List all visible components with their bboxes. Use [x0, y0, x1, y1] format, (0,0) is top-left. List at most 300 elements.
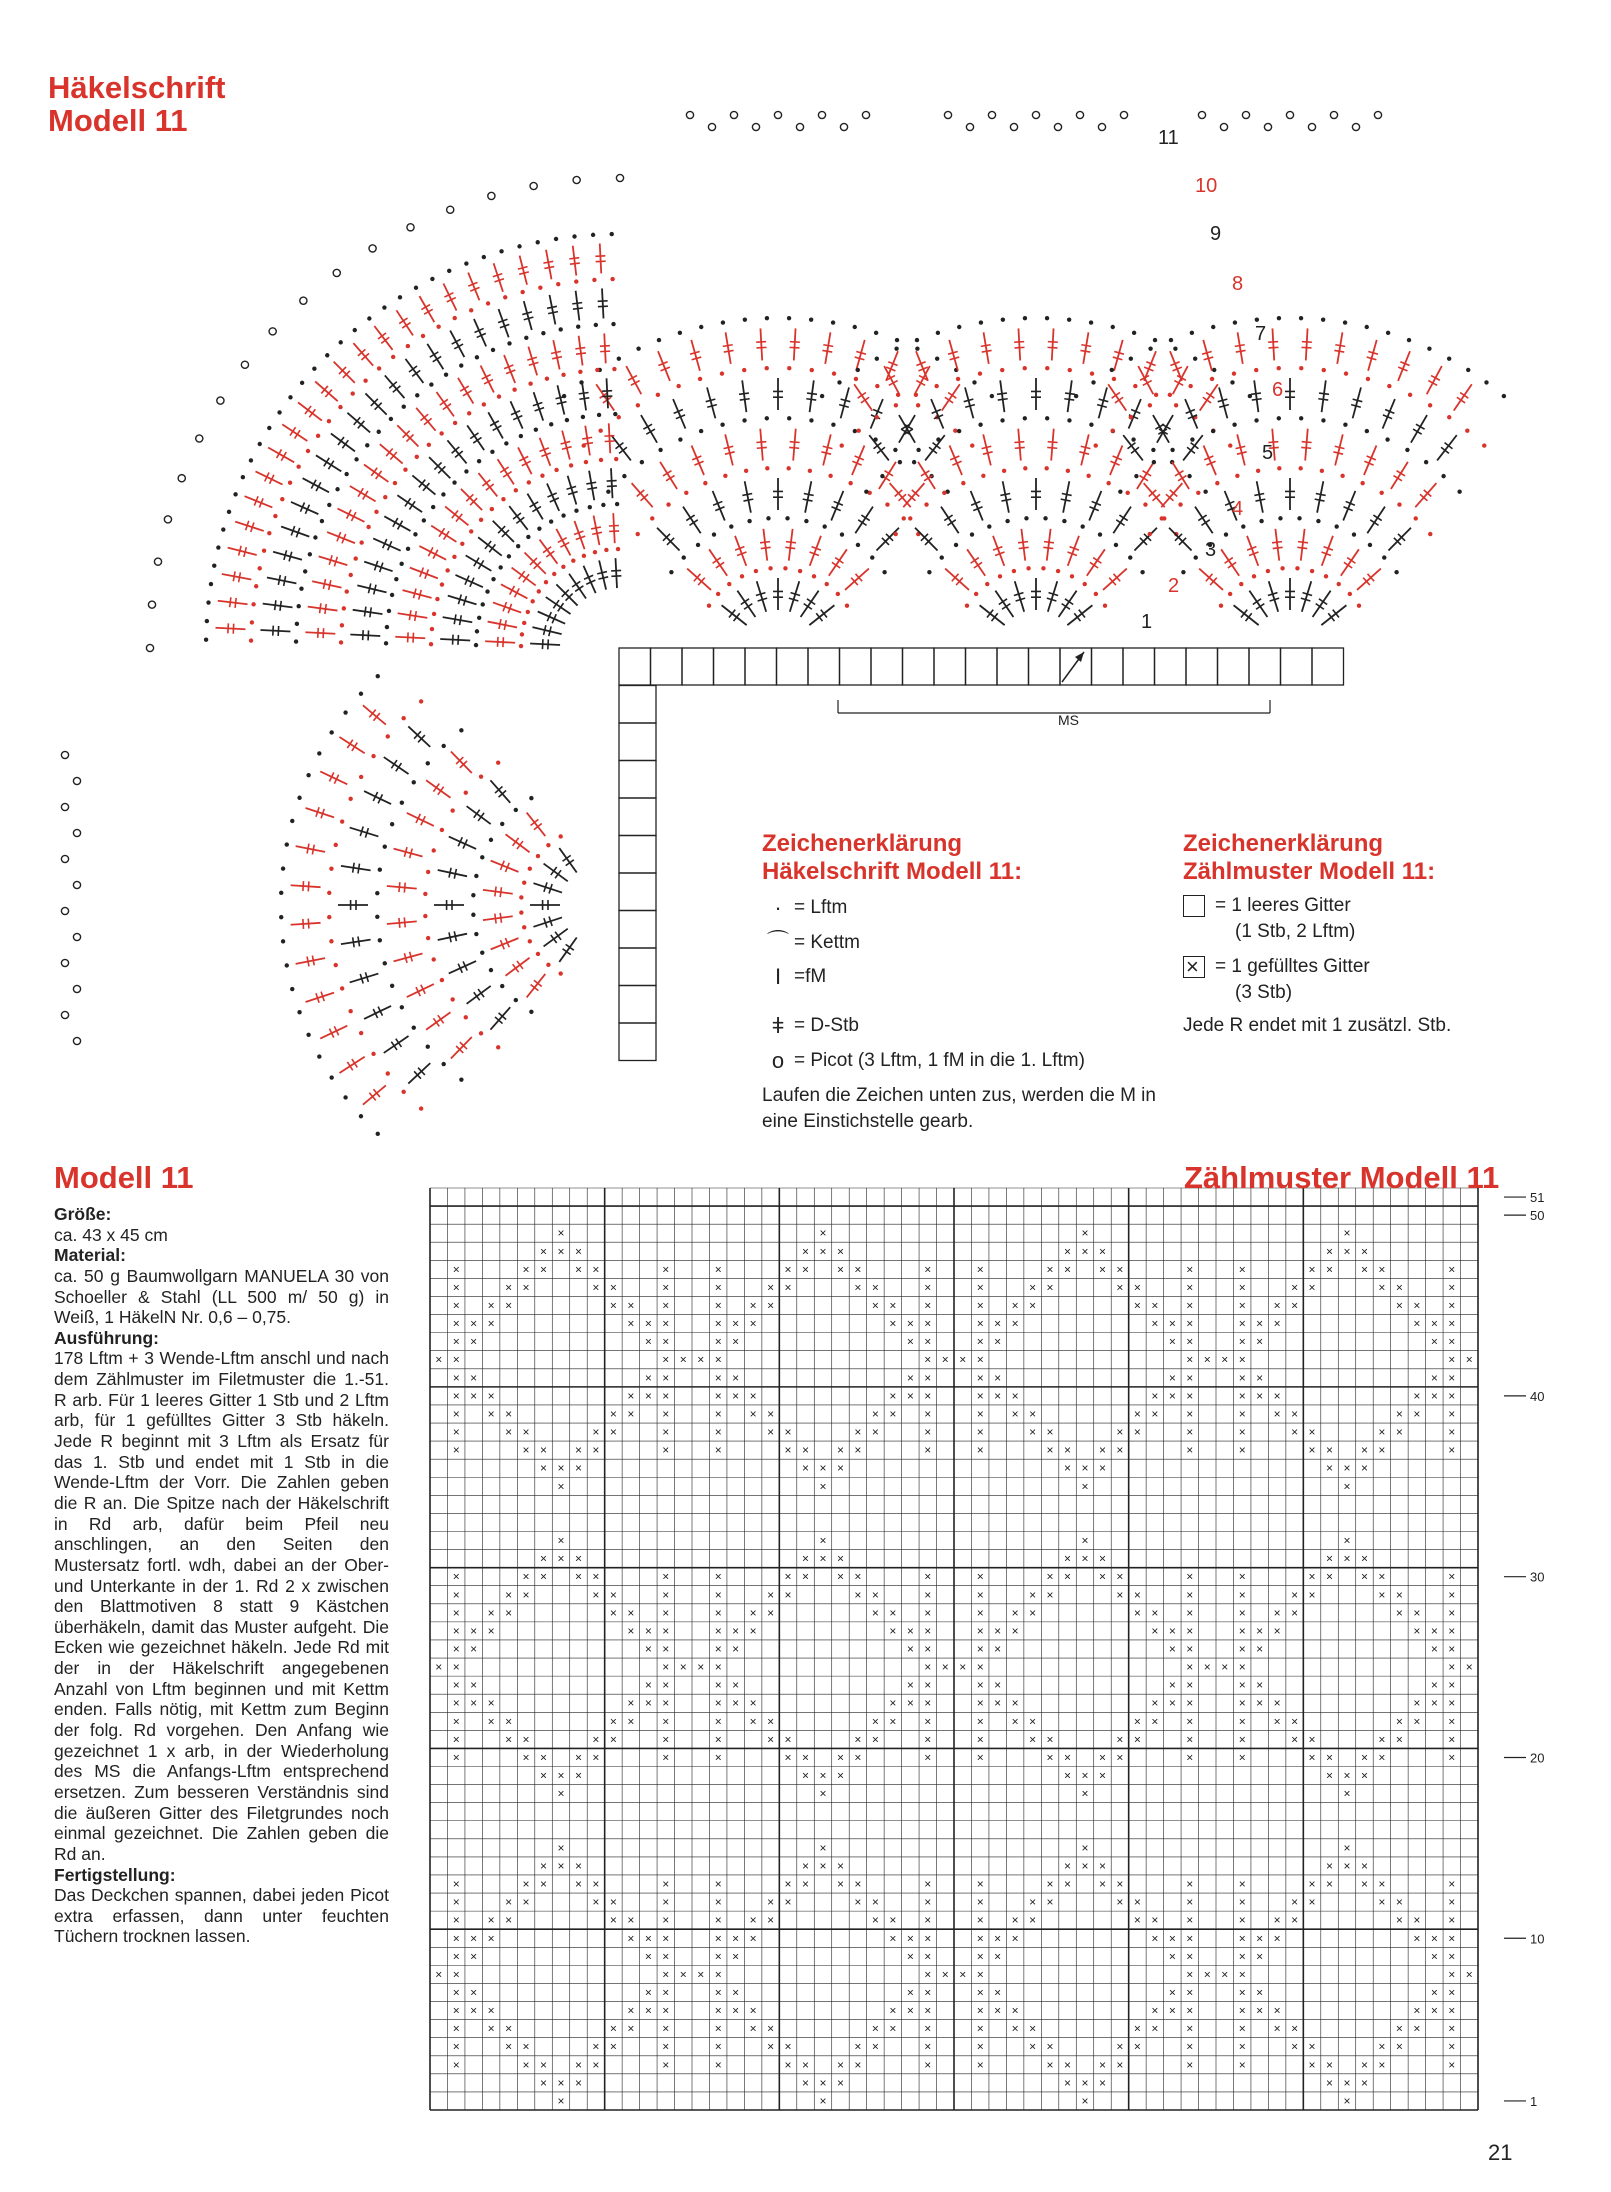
svg-text:×: ×	[976, 1370, 984, 1385]
svg-text:×: ×	[959, 1660, 967, 1675]
svg-text:×: ×	[505, 2021, 513, 2036]
svg-text:×: ×	[767, 1732, 775, 1747]
svg-text:×: ×	[976, 1316, 984, 1331]
svg-text:×: ×	[714, 1985, 722, 2000]
svg-text:×: ×	[1448, 2039, 1456, 2054]
svg-text:×: ×	[452, 1696, 460, 1711]
svg-text:×: ×	[784, 1262, 792, 1277]
svg-text:×: ×	[487, 1406, 495, 1421]
svg-text:×: ×	[452, 1732, 460, 1747]
svg-text:×: ×	[1395, 1280, 1403, 1295]
svg-text:×: ×	[1256, 1678, 1264, 1693]
svg-text:×: ×	[1448, 1262, 1456, 1277]
svg-text:×: ×	[1098, 1443, 1106, 1458]
svg-text:×: ×	[732, 1388, 740, 1403]
svg-text:×: ×	[784, 1877, 792, 1892]
svg-text:×: ×	[1448, 1569, 1456, 1584]
svg-text:×: ×	[487, 1714, 495, 1729]
svg-text:×: ×	[679, 1660, 687, 1675]
svg-text:×: ×	[819, 1244, 827, 1259]
svg-text:×: ×	[1238, 2057, 1246, 2072]
round-number: 7	[1255, 323, 1267, 345]
round-number: 5	[1262, 442, 1274, 464]
svg-text:×: ×	[1291, 1298, 1299, 1313]
svg-text:×: ×	[836, 1461, 844, 1476]
svg-text:×: ×	[1186, 1569, 1194, 1584]
svg-text:×: ×	[1011, 1605, 1019, 1620]
svg-text:×: ×	[1238, 1443, 1246, 1458]
svg-text:×: ×	[819, 1226, 827, 1241]
svg-text:×: ×	[924, 1660, 932, 1675]
svg-text:×: ×	[1238, 1949, 1246, 1964]
svg-text:×: ×	[1430, 1623, 1438, 1638]
legend-crochet-heading: Zeichenerklärung Häkelschrift Modell 11:	[762, 830, 1023, 886]
row-label: 10	[1530, 1931, 1545, 1947]
svg-text:×: ×	[1343, 2093, 1351, 2108]
svg-text:×: ×	[976, 1334, 984, 1349]
svg-text:×: ×	[976, 1623, 984, 1638]
svg-text:×: ×	[1011, 1696, 1019, 1711]
svg-text:×: ×	[871, 1895, 879, 1910]
svg-text:×: ×	[697, 1660, 705, 1675]
svg-text:×: ×	[1448, 1750, 1456, 1765]
svg-text:×: ×	[994, 1949, 1002, 1964]
svg-text:×: ×	[802, 1569, 810, 1584]
svg-text:×: ×	[1448, 2021, 1456, 2036]
svg-text:×: ×	[749, 1605, 757, 1620]
svg-text:×: ×	[976, 1352, 984, 1367]
svg-text:×: ×	[854, 1895, 862, 1910]
svg-text:×: ×	[452, 1660, 460, 1675]
svg-text:×: ×	[1395, 1714, 1403, 1729]
svg-text:×: ×	[1168, 2003, 1176, 2018]
svg-text:×: ×	[1238, 2021, 1246, 2036]
svg-text:×: ×	[452, 1949, 460, 1964]
svg-text:×: ×	[1186, 1443, 1194, 1458]
svg-text:×: ×	[1186, 1587, 1194, 1602]
svg-text:×: ×	[784, 2057, 792, 2072]
svg-text:×: ×	[1029, 1280, 1037, 1295]
legend-empty-mesh: = 1 leeres Gitter (1 Stb, 2 Lftm)	[1183, 893, 1503, 946]
svg-text:×: ×	[749, 1388, 757, 1403]
svg-text:×: ×	[540, 1443, 548, 1458]
svg-text:×: ×	[714, 1425, 722, 1440]
svg-text:×: ×	[871, 1714, 879, 1729]
svg-text:×: ×	[714, 1931, 722, 1946]
svg-text:×: ×	[1151, 1913, 1159, 1928]
svg-text:×: ×	[540, 1551, 548, 1566]
svg-text:×: ×	[505, 2039, 513, 2054]
svg-text:×: ×	[1011, 2003, 1019, 2018]
svg-text:×: ×	[1133, 1425, 1141, 1440]
svg-text:×: ×	[1238, 1931, 1246, 1946]
svg-text:×: ×	[662, 2057, 670, 2072]
svg-text:×: ×	[714, 1750, 722, 1765]
svg-text:×: ×	[644, 1370, 652, 1385]
svg-text:×: ×	[714, 1587, 722, 1602]
svg-text:×: ×	[802, 1551, 810, 1566]
svg-text:×: ×	[1098, 1569, 1106, 1584]
svg-text:×: ×	[1168, 1388, 1176, 1403]
svg-text:×: ×	[1448, 1732, 1456, 1747]
svg-text:×: ×	[1465, 1352, 1473, 1367]
svg-text:×: ×	[924, 1605, 932, 1620]
svg-text:×: ×	[1413, 1605, 1421, 1620]
svg-text:×: ×	[1238, 1895, 1246, 1910]
svg-text:×: ×	[505, 1406, 513, 1421]
svg-text:×: ×	[871, 1280, 879, 1295]
svg-text:×: ×	[574, 1768, 582, 1783]
svg-text:×: ×	[924, 2039, 932, 2054]
svg-text:×: ×	[1133, 2021, 1141, 2036]
svg-text:×: ×	[976, 1406, 984, 1421]
svg-text:×: ×	[732, 1949, 740, 1964]
svg-text:×: ×	[976, 1425, 984, 1440]
svg-text:×: ×	[1186, 1352, 1194, 1367]
svg-text:×: ×	[732, 1623, 740, 1638]
svg-text:×: ×	[1326, 1551, 1334, 1566]
svg-text:×: ×	[1203, 1352, 1211, 1367]
svg-text:×: ×	[1116, 1895, 1124, 1910]
svg-text:×: ×	[836, 2075, 844, 2090]
svg-text:×: ×	[452, 1714, 460, 1729]
svg-text:×: ×	[1343, 1244, 1351, 1259]
svg-text:×: ×	[1133, 1605, 1141, 1620]
svg-text:×: ×	[802, 1750, 810, 1765]
svg-text:×: ×	[1395, 2021, 1403, 2036]
svg-text:×: ×	[470, 1388, 478, 1403]
svg-text:×: ×	[662, 1696, 670, 1711]
model-heading: Modell 11	[54, 1160, 194, 1195]
svg-text:×: ×	[994, 1696, 1002, 1711]
svg-text:×: ×	[662, 1750, 670, 1765]
svg-text:×: ×	[924, 1623, 932, 1638]
svg-text:×: ×	[557, 1768, 565, 1783]
svg-text:×: ×	[644, 2003, 652, 2018]
svg-text:×: ×	[976, 1569, 984, 1584]
svg-text:×: ×	[452, 1262, 460, 1277]
svg-text:×: ×	[767, 1895, 775, 1910]
svg-text:×: ×	[644, 1316, 652, 1331]
svg-text:×: ×	[644, 1678, 652, 1693]
svg-text:×: ×	[1029, 1605, 1037, 1620]
svg-text:×: ×	[1395, 2039, 1403, 2054]
legend-count	[1183, 830, 1503, 1040]
svg-text:×: ×	[714, 1642, 722, 1656]
svg-text:×: ×	[959, 1352, 967, 1367]
svg-text:×: ×	[697, 1967, 705, 1982]
svg-text:×: ×	[452, 1877, 460, 1892]
svg-text:×: ×	[1186, 1750, 1194, 1765]
svg-text:×: ×	[906, 1388, 914, 1403]
svg-text:×: ×	[540, 1461, 548, 1476]
svg-text:×: ×	[452, 1443, 460, 1458]
svg-text:×: ×	[906, 1370, 914, 1385]
svg-text:×: ×	[662, 2021, 670, 2036]
svg-text:×: ×	[1308, 2057, 1316, 2072]
svg-text:×: ×	[924, 1587, 932, 1602]
svg-text:×: ×	[452, 1678, 460, 1693]
round-number: 3	[1205, 539, 1217, 561]
svg-text:×: ×	[1378, 2039, 1386, 2054]
svg-text:×: ×	[679, 1352, 687, 1367]
svg-text:×: ×	[854, 1443, 862, 1458]
svg-text:×: ×	[767, 1714, 775, 1729]
svg-text:×: ×	[1308, 1732, 1316, 1747]
svg-text:×: ×	[1186, 2039, 1194, 2054]
svg-text:×: ×	[1081, 1479, 1089, 1494]
svg-text:×: ×	[644, 1696, 652, 1711]
svg-text:×: ×	[540, 2075, 548, 2090]
svg-text:×: ×	[906, 1334, 914, 1349]
svg-text:×: ×	[470, 1334, 478, 1349]
svg-text:×: ×	[1116, 1877, 1124, 1892]
svg-text:×: ×	[1378, 2057, 1386, 2072]
svg-text:×: ×	[1221, 1660, 1229, 1675]
svg-text:×: ×	[452, 1605, 460, 1620]
svg-text:×: ×	[452, 1623, 460, 1638]
svg-text:×: ×	[1133, 1406, 1141, 1421]
svg-text:×: ×	[1448, 1714, 1456, 1729]
svg-text:×: ×	[784, 1895, 792, 1910]
svg-text:×: ×	[1360, 1768, 1368, 1783]
svg-text:×: ×	[1273, 1605, 1281, 1620]
svg-text:×: ×	[1168, 1370, 1176, 1385]
svg-text:×: ×	[1168, 1623, 1176, 1638]
svg-text:×: ×	[1291, 1587, 1299, 1602]
svg-text:×: ×	[1413, 1913, 1421, 1928]
svg-text:×: ×	[1238, 2003, 1246, 2018]
svg-text:×: ×	[487, 1388, 495, 1403]
svg-text:×: ×	[662, 1370, 670, 1385]
svg-text:×: ×	[1448, 1642, 1456, 1656]
svg-text:×: ×	[871, 1406, 879, 1421]
svg-text:×: ×	[1273, 1623, 1281, 1638]
svg-text:×: ×	[714, 2021, 722, 2036]
svg-text:×: ×	[1343, 2075, 1351, 2090]
svg-text:×: ×	[871, 1425, 879, 1440]
svg-text:×: ×	[540, 2057, 548, 2072]
svg-text:×: ×	[1203, 1967, 1211, 1982]
svg-text:×: ×	[854, 2057, 862, 2072]
svg-text:×: ×	[1448, 2057, 1456, 2072]
svg-text:×: ×	[470, 1623, 478, 1638]
svg-text:×: ×	[836, 1768, 844, 1783]
svg-text:×: ×	[1291, 1732, 1299, 1747]
svg-text:×: ×	[452, 2021, 460, 2036]
svg-text:×: ×	[557, 1461, 565, 1476]
svg-text:×: ×	[784, 1443, 792, 1458]
svg-text:×: ×	[609, 1605, 617, 1620]
svg-text:×: ×	[976, 1931, 984, 1946]
svg-text:×: ×	[1238, 1660, 1246, 1675]
svg-text:×: ×	[1098, 1768, 1106, 1783]
svg-text:×: ×	[1064, 1262, 1072, 1277]
svg-text:×: ×	[714, 1298, 722, 1313]
svg-text:×: ×	[906, 1985, 914, 2000]
svg-text:×: ×	[994, 1985, 1002, 2000]
svg-text:×: ×	[609, 1714, 617, 1729]
svg-text:×: ×	[452, 1967, 460, 1982]
svg-text:×: ×	[505, 1732, 513, 1747]
round-number: 9	[1210, 223, 1222, 245]
svg-text:×: ×	[1029, 1587, 1037, 1602]
svg-text:×: ×	[1291, 1605, 1299, 1620]
svg-text:×: ×	[662, 1967, 670, 1982]
svg-text:×: ×	[1081, 1551, 1089, 1566]
material-label: Material:	[54, 1245, 126, 1266]
svg-text:×: ×	[1186, 1605, 1194, 1620]
svg-text:×: ×	[1343, 1786, 1351, 1801]
svg-text:×: ×	[749, 1406, 757, 1421]
svg-text:×: ×	[1448, 1985, 1456, 2000]
svg-text:×: ×	[1186, 1316, 1194, 1331]
svg-text:×: ×	[1308, 1280, 1316, 1295]
svg-text:×: ×	[1186, 1262, 1194, 1277]
svg-text:×: ×	[1291, 2039, 1299, 2054]
svg-text:×: ×	[1238, 1750, 1246, 1765]
svg-text:×: ×	[836, 1750, 844, 1765]
svg-text:×: ×	[714, 1388, 722, 1403]
svg-text:×: ×	[1448, 1660, 1456, 1675]
svg-text:×: ×	[1064, 2075, 1072, 2090]
svg-text:×: ×	[1378, 1262, 1386, 1277]
svg-text:×: ×	[522, 2057, 530, 2072]
svg-text:×: ×	[1238, 1316, 1246, 1331]
svg-text:×: ×	[889, 1605, 897, 1620]
svg-text:×: ×	[749, 1696, 757, 1711]
svg-text:×: ×	[522, 2039, 530, 2054]
svg-text:×: ×	[941, 1660, 949, 1675]
svg-text:×: ×	[1203, 1660, 1211, 1675]
svg-text:×: ×	[749, 1316, 757, 1331]
svg-text:×: ×	[802, 1768, 810, 1783]
svg-text:×: ×	[1011, 1406, 1019, 1421]
svg-text:×: ×	[802, 1461, 810, 1476]
svg-text:×: ×	[889, 2003, 897, 2018]
svg-text:×: ×	[1238, 1569, 1246, 1584]
svg-text:×: ×	[819, 2093, 827, 2108]
svg-text:×: ×	[1238, 1334, 1246, 1349]
svg-text:×: ×	[1011, 1931, 1019, 1946]
finishing-text: Das Deckchen spannen, dabei jeden Picot extra erfassen, dann unter feuchten Tüchern trocknen lassen.	[54, 1885, 389, 1947]
svg-text:×: ×	[819, 1479, 827, 1494]
svg-text:×: ×	[784, 1569, 792, 1584]
svg-text:×: ×	[836, 2057, 844, 2072]
svg-text:×: ×	[1238, 1587, 1246, 1602]
svg-text:×: ×	[1029, 1714, 1037, 1729]
svg-text:×: ×	[662, 1895, 670, 1910]
svg-text:×: ×	[609, 1406, 617, 1421]
svg-text:×: ×	[574, 1750, 582, 1765]
svg-text:×: ×	[470, 1696, 478, 1711]
svg-text:×: ×	[1238, 1913, 1246, 1928]
svg-text:×: ×	[1029, 1298, 1037, 1313]
svg-text:×: ×	[1308, 1895, 1316, 1910]
svg-text:×: ×	[644, 1334, 652, 1349]
svg-text:×: ×	[662, 1316, 670, 1331]
svg-text:×: ×	[767, 1587, 775, 1602]
svg-text:×: ×	[802, 2075, 810, 2090]
svg-text:×: ×	[924, 2057, 932, 2072]
svg-text:×: ×	[1151, 1623, 1159, 1638]
svg-text:×: ×	[662, 1280, 670, 1295]
svg-text:×: ×	[1256, 1985, 1264, 2000]
svg-text:×: ×	[924, 2003, 932, 2018]
svg-text:×: ×	[976, 1262, 984, 1277]
svg-text:×: ×	[662, 1587, 670, 1602]
svg-text:×: ×	[889, 1931, 897, 1946]
svg-text:×: ×	[749, 2021, 757, 2036]
svg-text:×: ×	[871, 2039, 879, 2054]
svg-text:×: ×	[1133, 1298, 1141, 1313]
svg-text:×: ×	[452, 1280, 460, 1295]
svg-text:×: ×	[854, 2039, 862, 2054]
execution-text: 178 Lftm + 3 Wende-Lftm anschl und nach dem Zählmuster im Filetmuster die 1.-51. R arb. Für 1 leeres Gitter 1 Stb und 2 Lftm arb, für 1 gefülltes Gitter 3 Stb häkeln. Jede R beginnt mit 3 Lftm als Ersatz für das 1. Stb und endet mit 1 Stb in die Wende-Lftm der Vorr. Die Zahlen geben die R an. Die Spitze nach der Häkelschrift in Rd arb, dafür beim Pfeil neu anschlingen, an den Seiten den Mustersatz fortl. wdh, dabei an der Ober- und Unterkante in der 1. Rd 2 x zwischen den Blattmotiven 8 statt 9 Kästchen überhäkeln, damit das Muster aufgeht. Die Ecken wie gezeichnet häkeln. Jede Rd mit der in der Häkelschrift angegebenen Anzahl von Lftm beginnen und mit Kettm enden. Falls nötig, mit Kettm zum Beginn der folg. Rd vorgehen. Den Anfang wie gezeichnet 1 x arb, in der Wiederholung des MS die Anfangs-Lftm entsprechend ersetzen. Zum besseren Verständnis sind die äußeren Gitter des Filetgrundes noch einmal gezeichnet. Die Zahlen geben die Rd an.	[54, 1348, 389, 1864]
svg-text:×: ×	[452, 1370, 460, 1385]
svg-text:×: ×	[976, 1587, 984, 1602]
svg-text:×: ×	[976, 1678, 984, 1693]
svg-text:×: ×	[557, 1533, 565, 1548]
svg-text:×: ×	[714, 1316, 722, 1331]
svg-text:×: ×	[1360, 1858, 1368, 1873]
svg-text:×: ×	[714, 2003, 722, 2018]
svg-text:×: ×	[784, 1732, 792, 1747]
svg-text:×: ×	[1133, 1913, 1141, 1928]
svg-text:×: ×	[924, 1895, 932, 1910]
svg-text:×: ×	[522, 1443, 530, 1458]
svg-text:×: ×	[1430, 1696, 1438, 1711]
legend-item-slip: ⌒ = Kettm	[766, 929, 860, 955]
svg-text:×: ×	[662, 1569, 670, 1584]
svg-text:×: ×	[487, 1696, 495, 1711]
svg-text:×: ×	[1151, 1605, 1159, 1620]
svg-text:×: ×	[1465, 1660, 1473, 1675]
svg-text:×: ×	[1116, 2039, 1124, 2054]
svg-text:×: ×	[714, 1967, 722, 1982]
svg-text:×: ×	[522, 1750, 530, 1765]
svg-text:×: ×	[592, 1732, 600, 1747]
svg-text:×: ×	[644, 1931, 652, 1946]
svg-text:×: ×	[592, 1877, 600, 1892]
svg-text:×: ×	[802, 1244, 810, 1259]
svg-text:×: ×	[976, 1605, 984, 1620]
svg-text:×: ×	[1098, 1750, 1106, 1765]
svg-text:×: ×	[522, 1280, 530, 1295]
svg-text:×: ×	[522, 1877, 530, 1892]
svg-text:×: ×	[749, 1913, 757, 1928]
svg-text:×: ×	[924, 1280, 932, 1295]
svg-text:×: ×	[871, 1298, 879, 1313]
svg-text:×: ×	[574, 2075, 582, 2090]
svg-text:×: ×	[540, 1858, 548, 1873]
svg-text:×: ×	[627, 1913, 635, 1928]
svg-text:×: ×	[609, 1280, 617, 1295]
svg-text:×: ×	[819, 1858, 827, 1873]
svg-text:×: ×	[1430, 1388, 1438, 1403]
svg-text:×: ×	[1029, 1913, 1037, 1928]
svg-text:×: ×	[819, 1551, 827, 1566]
svg-text:×: ×	[1448, 1967, 1456, 1982]
svg-text:×: ×	[784, 1750, 792, 1765]
svg-text:×: ×	[1448, 1931, 1456, 1946]
svg-text:×: ×	[662, 1298, 670, 1313]
svg-text:×: ×	[1151, 1406, 1159, 1421]
svg-text:×: ×	[505, 1895, 513, 1910]
svg-text:×: ×	[1098, 1858, 1106, 1873]
svg-text:×: ×	[1151, 1316, 1159, 1331]
svg-text:×: ×	[1343, 1858, 1351, 1873]
